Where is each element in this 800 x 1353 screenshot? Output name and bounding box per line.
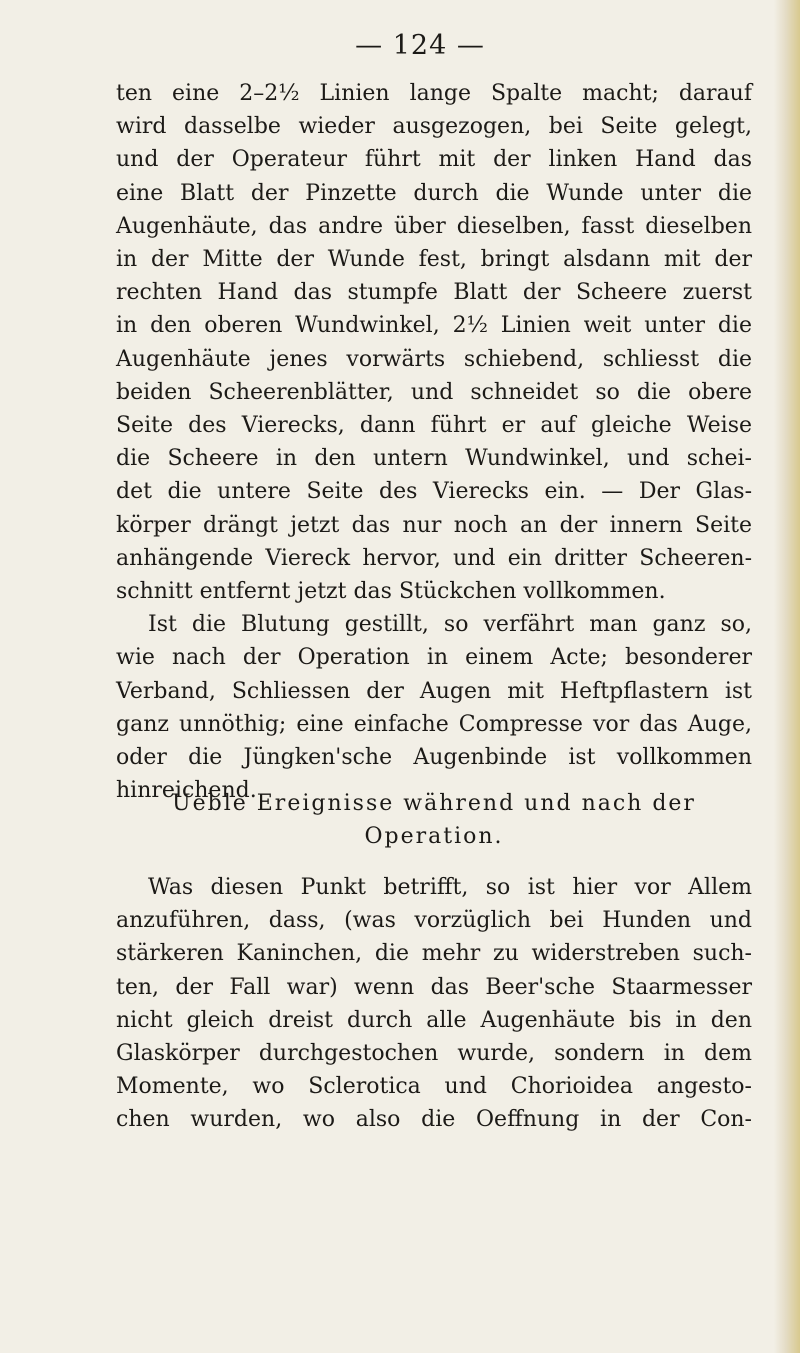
text-line: oder die Jüngken'sche Augenbinde ist vollkommen <box>116 745 752 771</box>
text-line: anzuführen, dass, (was vorzüglich bei Hunden und <box>116 908 752 934</box>
page-edge <box>774 0 800 1353</box>
text-line: ten eine 2–2½ Linien lange Spalte macht; darauf <box>116 81 752 106</box>
text-line: Momente, wo Sclerotica und Chorioidea angesto- <box>116 1074 752 1100</box>
text-line: Verband, Schliessen der Augen mit Heftpflastern ist <box>116 678 752 704</box>
text-line: Ist die Blutung gestillt, so verfährt man ganz so, <box>148 612 752 638</box>
text-line: eine Blatt der Pinzette durch die Wunde unter die <box>116 180 752 206</box>
text-line: in den oberen Wundwinkel, 2½ Linien weit unter die <box>116 313 752 339</box>
text-line: und der Operateur führt mit der linken Hand das <box>116 147 752 173</box>
text-line: det die untere Seite des Vierecks ein. — Der Glas- <box>116 479 752 505</box>
text-line: wie nach der Operation in einem Acte; besonderer <box>116 645 752 671</box>
text-line: Seite des Vierecks, dann führt er auf gleiche Weise <box>116 413 752 439</box>
text-line: wird dasselbe wieder ausgezogen, bei Seite gelegt, <box>116 114 752 140</box>
text-line: Glaskörper durchgestochen wurde, sondern in dem <box>116 1041 752 1067</box>
text-line: Augenhäute, das andre über dieselben, fasst dieselben <box>116 213 752 239</box>
text-line: ganz unnöthig; eine einfache Compresse vor das Auge, <box>116 711 752 737</box>
text-line: chen wurden, wo also die Oeffnung in der Con- <box>116 1107 752 1133</box>
body-text-bottom <box>116 871 752 1137</box>
text-line: in der Mitte der Wunde fest, bringt alsdann mit der <box>116 247 752 273</box>
text-line: rechten Hand das stumpfe Blatt der Scheere zuerst <box>116 280 752 306</box>
text-line: Was diesen Punkt betrifft, so ist hier vor Allem <box>148 875 752 900</box>
text-line: nicht gleich dreist durch alle Augenhäute bis in den <box>116 1007 752 1033</box>
text-line: die Scheere in den untern Wundwinkel, und schei- <box>116 446 752 472</box>
text-line: Augenhäute jenes vorwärts schiebend, schliesst die <box>116 346 752 372</box>
text-line: beiden Scheerenblätter, und schneidet so die obere <box>116 379 752 405</box>
page-number: — 124 — <box>355 30 485 61</box>
text-line: körper drängt jetzt das nur noch an der innern Seite <box>116 512 752 538</box>
body-text-top <box>116 77 752 807</box>
section-heading: Ueble Ereignisse während und nach der <box>172 791 696 816</box>
text-line: anhängende Viereck hervor, und ein dritter Scheeren- <box>116 545 752 571</box>
text-line: ten, der Fall war) wenn das Beer'sche Staarmesser <box>116 974 752 1000</box>
text-line: schnitt entfernt jetzt das Stückchen vollkommen. <box>116 579 666 605</box>
section-heading-continued: Operation. <box>364 824 504 849</box>
text-line: stärkeren Kaninchen, die mehr zu widerstreben such- <box>116 941 752 967</box>
text-line: hinreichend. <box>116 778 257 804</box>
